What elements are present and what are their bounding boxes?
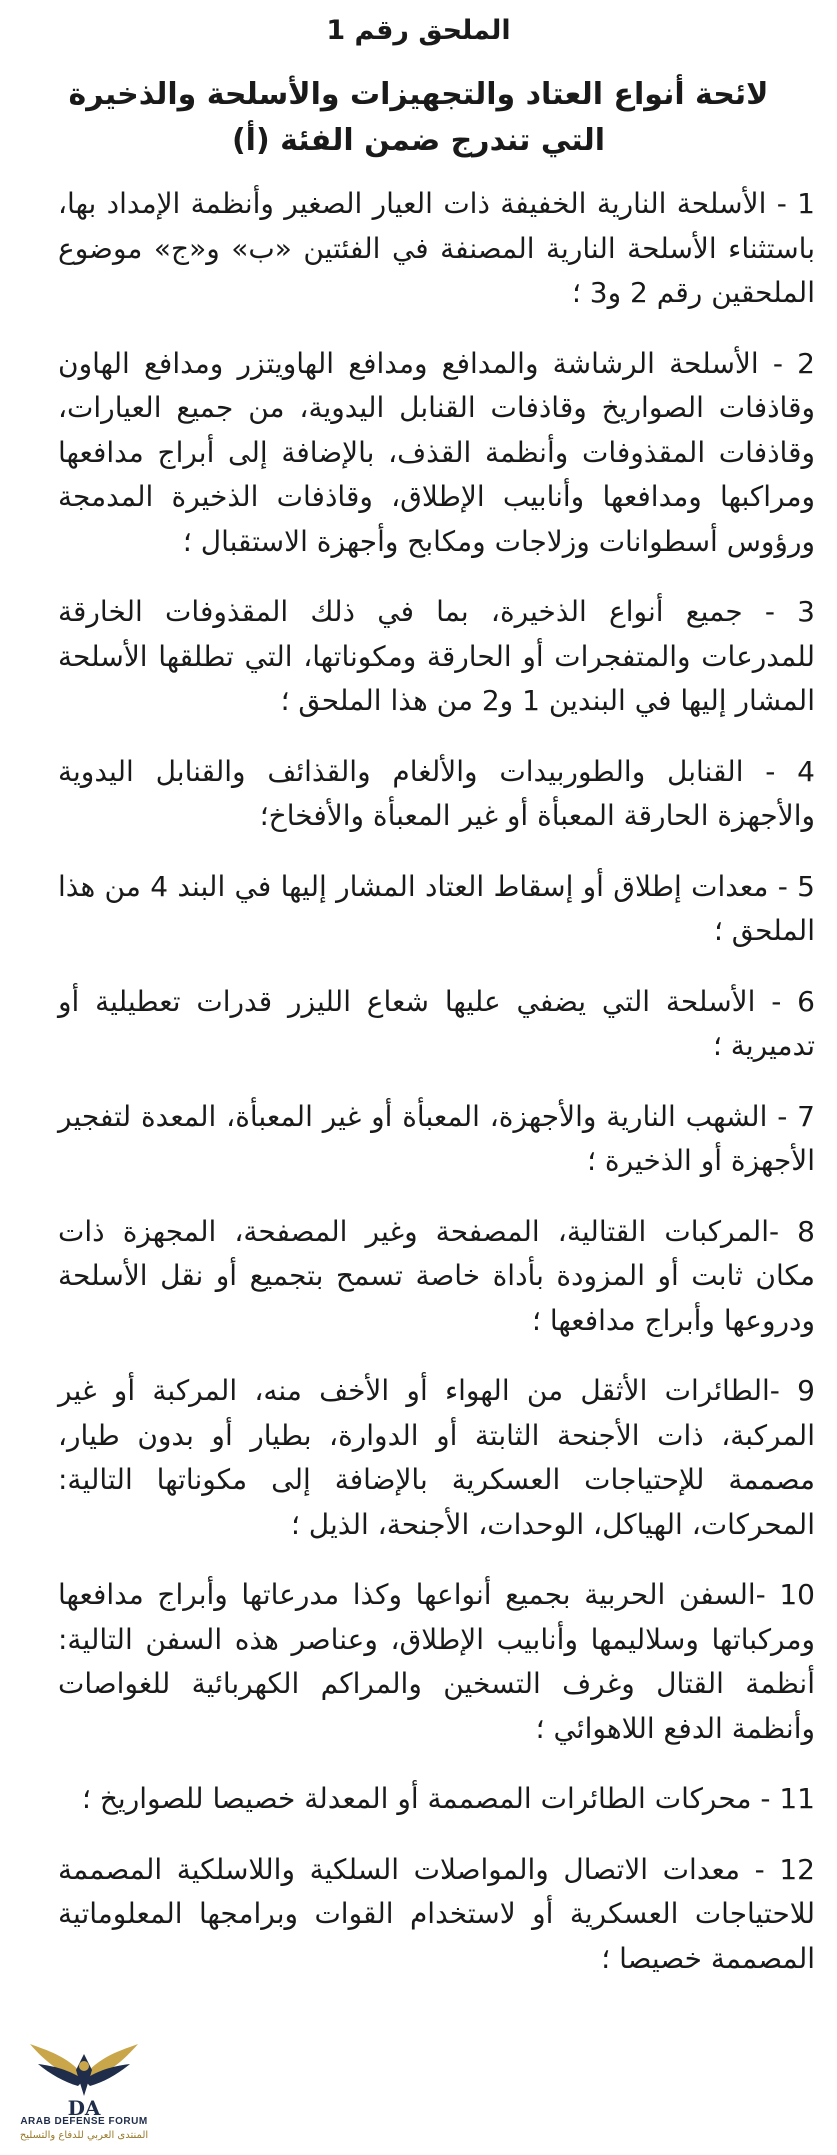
list-item: 7 - الشهب النارية والأجهزة، المعبأة أو غير المعبأة، المعدة لتفجير الأجهزة أو الذخيرة ؛ [58,1099,815,1177]
list-item: 6 - الأسلحة التي يضفي عليها شعاع الليزر قدرات تعطيلية أو تدميرية ؛ [58,984,815,1062]
forum-watermark-logo [4,2032,164,2147]
list-item: 2 - الأسلحة الرشاشة والمدافع ومدافع الهاويتزر ومدافع الهاون وقاذفات الصواريخ وقاذفات القنابل اليدوية، من جميع العيارات، وقاذفات المقذوفات وأنظمة القذف، بالإضافة إلى أبراج مدافعها ومراكبها ومدافعها وأنابيب الإطلاق، وقاذفات الذخيرة المدمجة ورؤوس أسطوانات وزلاجات ومكابح وأجهزة الاستقبال ؛ [58,346,815,558]
list-item: 1 - الأسلحة النارية الخفيفة ذات العيار الصغير وأنظمة الإمداد بها، باستثناء الأسلحة النارية المصنفة في الفئتين «ب» و«ج» موضوع الملحقين رقم 2 و3 ؛ [58,187,815,309]
annex-title: الملحق رقم 1 [326,15,511,46]
winged-emblem-icon [28,2036,140,2098]
list-item: 5 - معدات إطلاق أو إسقاط العتاد المشار إليها في البند 4 من هذا الملحق ؛ [58,869,815,947]
list-item: 3 - جميع أنواع الذخيرة، بما في ذلك المقذوفات الخارقة للمدرعات والمتفجرات أو الحارقة ومكوناتها، التي تطلقها الأسلحة المشار إليها في البندين 1 و2 من هذا الملحق ؛ [58,595,815,717]
list-item: 4 - القنابل والطوربيدات والألغام والقذائف والقنابل اليدوية والأجهزة الحارقة المعبأة أو غير المعبأة والأفخاخ؛ [58,754,815,832]
list-item: 8 -المركبات القتالية، المصفحة وغير المصفحة، المجهزة ذات مكان ثابت أو المزودة بأداة خاصة تسمح بتجميع أو نقل الأسلحة ودروعها وأبراج مدافعها ؛ [58,1214,815,1337]
list-item: 9 -الطائرات الأثقل من الهواء أو الأخف منه، المركبة أو غير المركبة، ذات الأجنحة الثابتة أو الدوارة، بطيار أو بدون طيار، مصممة للإحتياجات العسكرية بالإضافة إلى مكوناتها التالية: المحركات، الهياكل، الوحدات، الأجنحة، الذيل ؛ [58,1374,815,1541]
logo-english-name: ARAB DEFENSE FORUM [20,2116,148,2127]
list-item: 10 -السفن الحربية بجميع أنواعها وكذا مدرعاتها وأبراج مدافعها ومركباتها وسلاليمها وأنابيب الإطلاق، وعناصر هذه السفن التالية: أنظمة القتال وغرف التسخين والمراكم الكهربائية للغواصات وأنظمة الدفع اللاهوائي ؛ [58,1578,815,1745]
items-list [58,182,815,2007]
list-title-line1: لائحة أنواع العتاد والتجهيزات والأسلحة والذخيرة [68,77,769,112]
list-title [0,72,837,164]
list-item: 11 - محركات الطائرات المصممة أو المعدلة خصيصا للصواريخ ؛ [82,1782,815,1815]
logo-short-name: DA [67,2096,101,2120]
list-item: 12 - معدات الاتصال والمواصلات السلكية واللاسلكية المصممة للاحتياجات العسكرية أو لاستخدام القوات وبرامجها المعلوماتية المصممة خصيصا ؛ [58,1852,815,1975]
logo-arabic-name: المنتدى العربي للدفاع والتسليح [19,2130,149,2141]
list-title-line2: التي تندرج ضمن الفئة (أ) [231,123,606,158]
